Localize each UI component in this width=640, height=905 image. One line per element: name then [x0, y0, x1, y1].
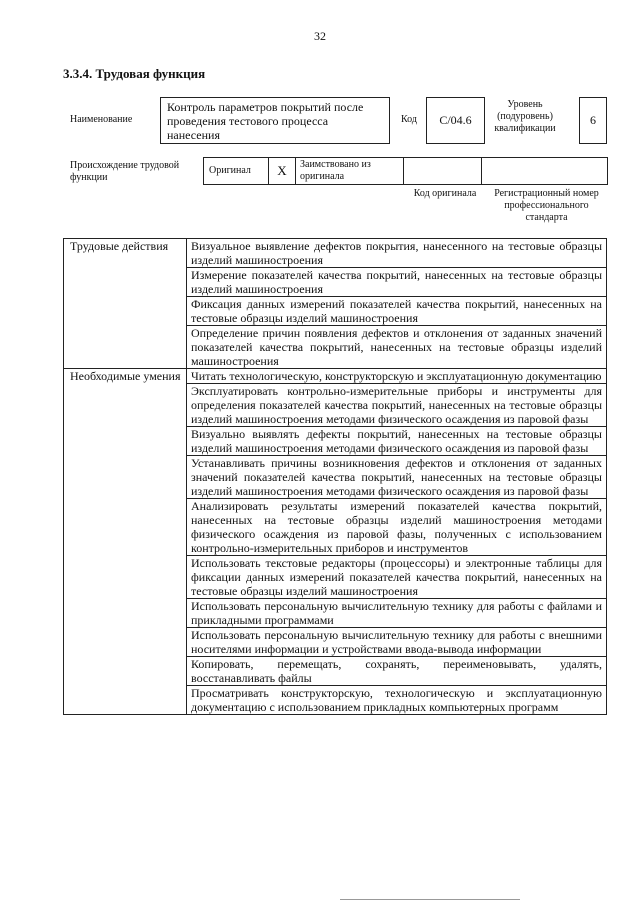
table-cell: Анализировать результаты измерений показателей качества покрытий, нанесенных на тестовые образцы изделий машиностроения методами физического осаждения из паровой фазы, полученных с использованием контрольно-измерительных приборов и инструментов	[187, 499, 607, 556]
table-cell: Читать технологическую, конструкторскую и эксплуатационную документацию	[187, 369, 607, 384]
origin-label: Происхождение трудовой функции	[70, 160, 180, 183]
table-cell: Просматривать конструкторскую, технологическую и эксплуатационную документацию с использованием прикладных компьютерных программ	[187, 686, 607, 715]
section-header: Необходимые умения	[64, 369, 187, 715]
table-cell: Использовать текстовые редакторы (процессоры) и электронные таблицы для фиксации данных измерений показателей качества покрытий, нанесенных на тестовые образцы изделий машиностроения	[187, 556, 607, 599]
table-cell: Визуальное выявление дефектов покрытия, нанесенного на тестовые образцы изделий машиностроения	[187, 239, 607, 268]
level-label: Уровень (подуровень) квалификации	[494, 99, 556, 134]
table-cell: Фиксация данных измерений показателей качества покрытий, нанесенных на тестовые образцы изделий машиностроения	[187, 297, 607, 326]
table-cell: Использовать персональную вычислительную технику для работы с внешними носителями информации и устройствами ввода-вывода информации	[187, 628, 607, 657]
code-label: Код	[401, 114, 417, 125]
table-row	[64, 369, 607, 384]
table-cell: Определение причин появления дефектов и отклонения от заданных значений показателей качества покрытий, нанесенных на тестовые образцы изделий машиностроения	[187, 326, 607, 369]
section-title: 3.3.4. Трудовая функция	[63, 66, 206, 81]
origin-original-cell: Оригинал	[204, 158, 269, 184]
page-number: 32	[314, 29, 326, 43]
code-field: C/04.6	[426, 97, 485, 144]
name-label: Наименование	[70, 114, 133, 125]
origin-reg-number-cell	[482, 158, 607, 184]
table-cell: Копировать, перемещать, сохранять, переименовывать, удалять, восстанавливать файлы	[187, 657, 607, 686]
function-name-field: Контроль параметров покрытий после проведения тестового процесса нанесения	[160, 97, 390, 144]
footer-line	[340, 899, 520, 900]
origin-code-cell	[404, 158, 482, 184]
origin-row	[203, 157, 608, 185]
table-row	[64, 239, 607, 268]
origin-original-mark: X	[269, 158, 296, 184]
code-original-label: Код оригинала	[413, 188, 477, 199]
origin-borrowed-cell: Заимствовано из оригинала	[296, 158, 404, 184]
section-header: Трудовые действия	[64, 239, 187, 369]
table-cell: Визуально выявлять дефекты покрытий, нанесенных на тестовые образцы изделий машиностроения методами физического осаждения из паровой фазы	[187, 427, 607, 456]
function-table	[63, 238, 607, 715]
table-cell: Измерение показателей качества покрытий, нанесенных на тестовые образцы изделий машиностроения	[187, 268, 607, 297]
reg-number-label: Регистрационный номер профессионального стандарта	[494, 188, 599, 223]
table-cell: Использовать персональную вычислительную технику для работы с файлами и прикладными программами	[187, 599, 607, 628]
table-cell: Устанавливать причины возникновения дефектов и отклонения от заданных значений показателей качества покрытий, нанесенных на тестовые образцы изделий машиностроения методами физического осаждения из паровой фазы	[187, 456, 607, 499]
table-cell: Эксплуатировать контрольно-измерительные приборы и инструменты для определения показателей качества покрытий, нанесенных на тестовые образцы изделий машиностроения методами физического осаждения из паровой фазы	[187, 384, 607, 427]
level-field: 6	[579, 97, 607, 144]
